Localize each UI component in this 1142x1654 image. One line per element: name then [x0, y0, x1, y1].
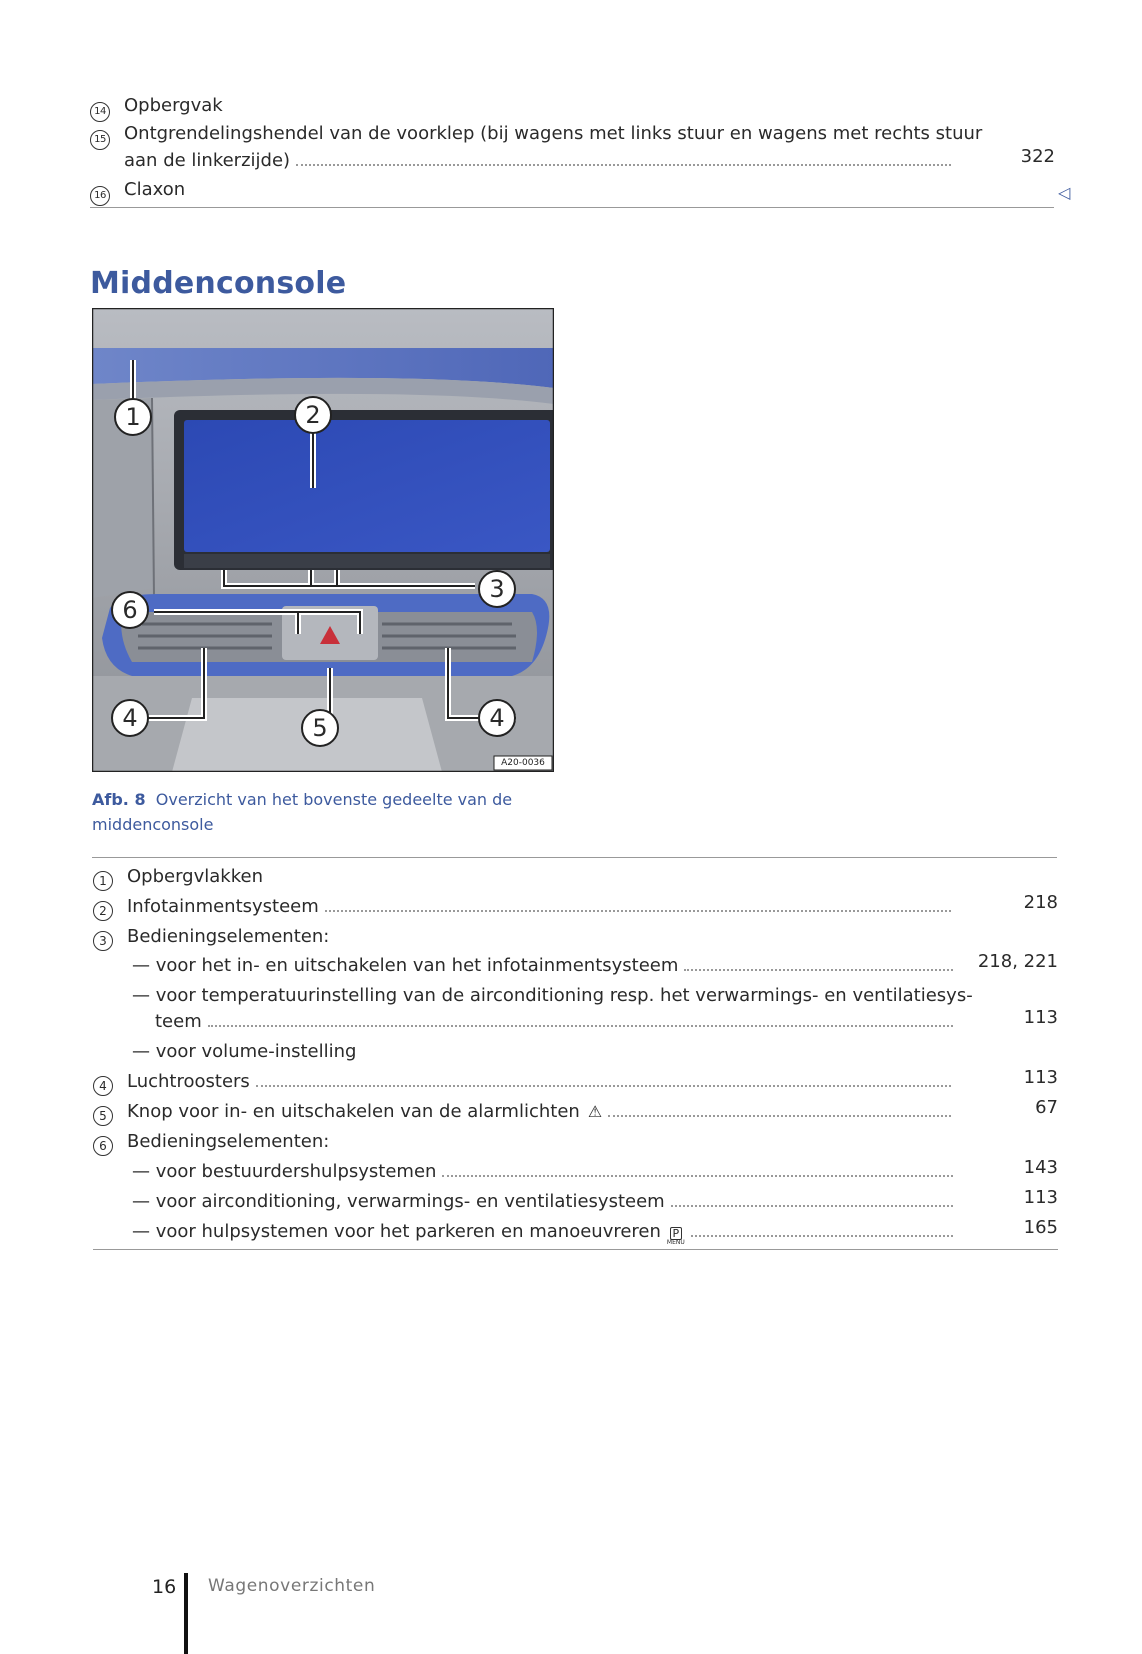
- park-menu-icon: P MENU: [666, 1227, 685, 1246]
- console-illustration: [92, 308, 554, 772]
- item-number: 16: [90, 186, 110, 206]
- list-item: [93, 1100, 959, 1124]
- list-item: [90, 178, 185, 203]
- divider: [92, 857, 1057, 858]
- figure-code: A20-0036: [501, 758, 545, 768]
- callout-1: 1: [125, 403, 141, 431]
- item-text: — voor volume-instelling: [132, 1041, 357, 1062]
- callout-4-left: 4: [122, 704, 138, 732]
- list-subitem: [132, 954, 961, 978]
- list-item: [93, 865, 959, 889]
- callout-5: 5: [312, 714, 328, 742]
- callout-4-right: 4: [489, 704, 505, 732]
- leader-dots: [325, 909, 951, 912]
- item-text: Knop voor in- en uitschakelen van de alarmlichten: [127, 1101, 580, 1122]
- list-item-continuation: [124, 149, 959, 173]
- list-item: [93, 925, 959, 949]
- page-reference: 113: [1023, 1007, 1058, 1028]
- list-subitem: [132, 1160, 961, 1184]
- item-text: teem: [155, 1011, 202, 1032]
- console-figure: [92, 308, 554, 772]
- leader-dots: [684, 968, 953, 971]
- page-reference: 113: [1023, 1187, 1058, 1208]
- item-text: Opbergvak: [124, 95, 223, 116]
- item-text: Bedieningselementen:: [127, 1131, 330, 1152]
- list-subitem: [132, 1190, 961, 1214]
- list-item: [90, 94, 223, 119]
- item-text: Infotainmentsysteem: [127, 896, 319, 917]
- list-subitem: [132, 984, 973, 1008]
- figure-caption: [92, 787, 552, 837]
- callout-6: 6: [122, 596, 138, 624]
- list-subitem-continuation: [155, 1010, 961, 1034]
- item-text: aan de linkerzijde): [124, 150, 291, 171]
- leader-dots: [691, 1234, 953, 1237]
- back-arrow-icon: ◁: [1058, 183, 1071, 202]
- item-text: — voor het in- en uitschakelen van het infotainmentsysteem: [132, 955, 679, 976]
- page-reference: 218: [1023, 892, 1058, 913]
- list-subitem: [132, 1040, 356, 1064]
- item-number: 3: [93, 931, 113, 951]
- leader-dots: [671, 1204, 953, 1207]
- page-reference: 165: [1023, 1217, 1058, 1238]
- item-number: 6: [93, 1136, 113, 1156]
- hazard-warning-icon: ⚠: [587, 1102, 603, 1121]
- list-item: [93, 1070, 959, 1094]
- page-reference: 113: [1023, 1067, 1058, 1088]
- item-text: Luchtroosters: [127, 1071, 250, 1092]
- callout-2: 2: [305, 401, 321, 429]
- item-text: — voor bestuurdershulpsystemen: [132, 1161, 437, 1182]
- item-text: — voor temperatuurinstelling van de airconditioning resp. het verwarmings- en ventilatiesys-: [132, 985, 973, 1006]
- page-reference: 67: [1035, 1097, 1058, 1118]
- item-number: 15: [90, 130, 110, 150]
- item-number: 5: [93, 1106, 113, 1126]
- item-text: Bedieningselementen:: [127, 926, 330, 947]
- caption-label: Afb. 8: [92, 790, 146, 809]
- callout-3: 3: [489, 575, 505, 603]
- leader-dots: [442, 1174, 953, 1177]
- section-title: Wagenoverzichten: [208, 1576, 376, 1596]
- item-text: Opbergvlakken: [127, 866, 263, 887]
- section-heading: Middenconsole: [90, 266, 347, 301]
- leader-dots: [256, 1084, 951, 1087]
- leader-dots: [296, 163, 951, 166]
- item-number: 14: [90, 102, 110, 122]
- page-reference: 218, 221: [977, 951, 1058, 972]
- page-reference: 322: [1020, 146, 1055, 167]
- footer-bar: [184, 1573, 188, 1654]
- item-text: Ontgrendelingshendel van de voorklep (bij wagens met links stuur en wagens met rechts stuur: [124, 123, 983, 144]
- item-number: 2: [93, 901, 113, 921]
- item-text: — voor hulpsystemen voor het parkeren en manoeuvreren: [132, 1221, 661, 1242]
- item-text: Claxon: [124, 179, 186, 200]
- item-number: 4: [93, 1076, 113, 1096]
- divider: [90, 207, 1054, 208]
- caption-text: Overzicht van het bovenste gedeelte van de middenconsole: [92, 790, 513, 834]
- leader-dots: [608, 1114, 951, 1117]
- page-reference: 143: [1023, 1157, 1058, 1178]
- list-item: [93, 895, 959, 919]
- list-item: [90, 122, 982, 147]
- divider: [93, 1249, 1058, 1250]
- page-number: 16: [152, 1576, 177, 1598]
- leader-dots: [208, 1024, 953, 1027]
- item-number: 1: [93, 871, 113, 891]
- list-subitem: [132, 1220, 961, 1246]
- list-item: [93, 1130, 959, 1154]
- item-text: — voor airconditioning, verwarmings- en ventilatiesysteem: [132, 1191, 665, 1212]
